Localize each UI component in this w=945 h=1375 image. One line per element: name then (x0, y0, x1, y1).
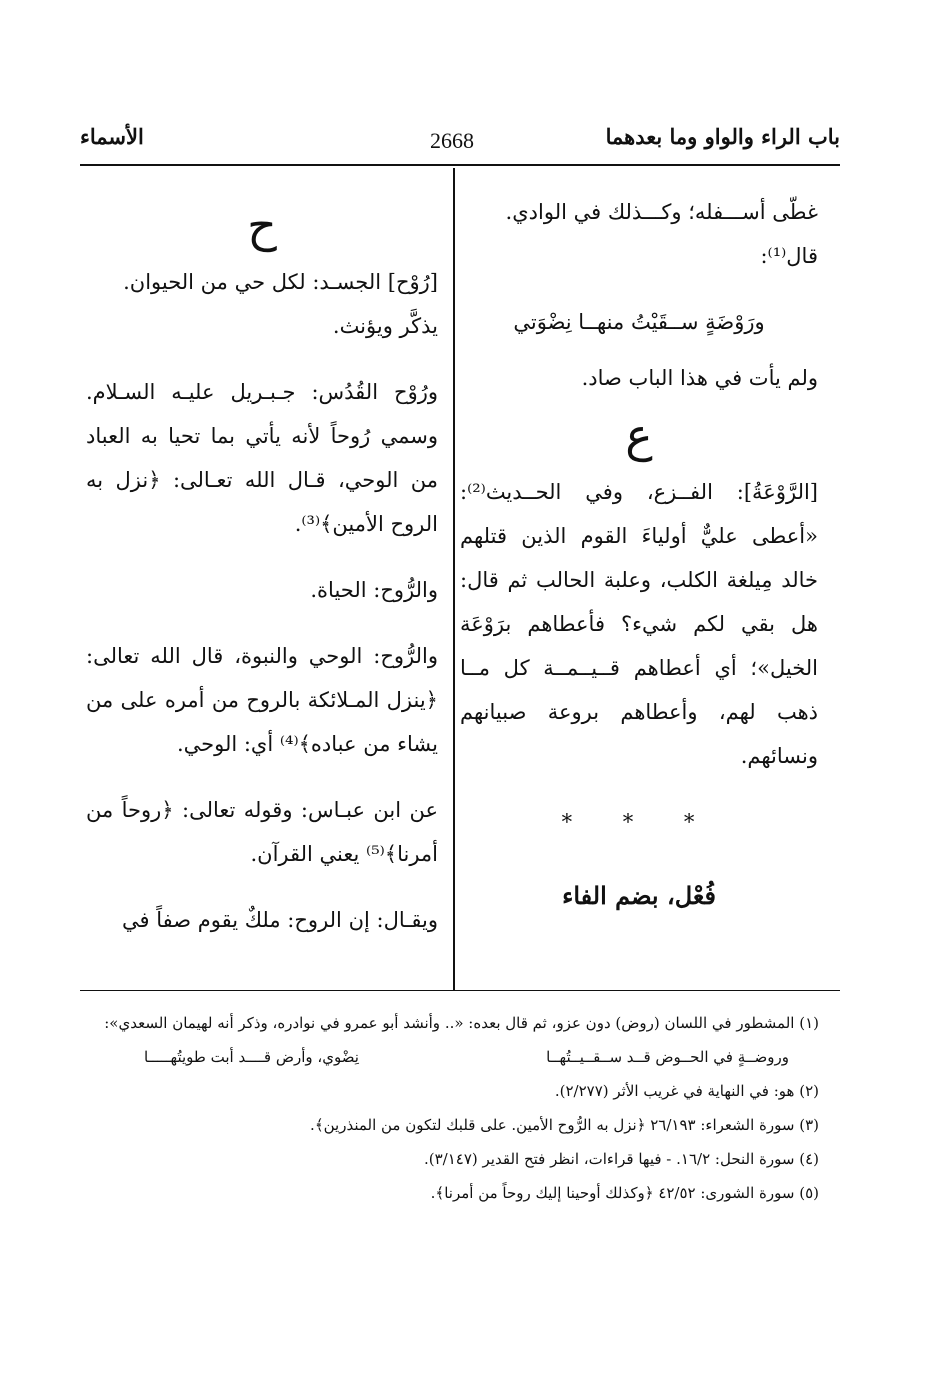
page-header (80, 118, 840, 158)
footnotes (84, 1006, 819, 1210)
section-letter: ح (247, 198, 277, 252)
footnote: (٥) سورة الشورى: ٤٢/٥٢ ﴿وكذلك أوحينا إليك روحاً من أمرنا﴾. (430, 1184, 819, 1202)
footnote-rule (80, 990, 840, 991)
chapter-title: باب الراء والواو وما بعدهما (605, 124, 840, 149)
poem-verse: ورَوْضَةٍ ســقَيْتُ منهــا نِضْوَتي (513, 310, 765, 334)
section-title: الأسماء (80, 124, 144, 149)
right-column (460, 190, 818, 942)
poem-hemistich: نِضْوي، وأرض قــــد أبت طويتُهـــــا (144, 1048, 359, 1066)
header-rule (80, 164, 840, 166)
page-number: 2668 (430, 128, 474, 153)
text-line: غطّى أســـفله؛ وكـــذلك في الوادي. (505, 200, 818, 224)
column-divider (453, 168, 455, 990)
entry-paragraph: يذكَّر ويؤنث. (332, 314, 438, 338)
poem-hemistich: وروضــةٍ في الحــوض قــد ســقــيــتُهــا (546, 1048, 789, 1066)
left-column (86, 190, 438, 942)
text-line: قال⁽¹⁾: (760, 244, 818, 268)
entry-paragraph: عن ابن عبـاس: وقوله تعالى: ﴿روحاً من أمرنا﴾⁽⁵⁾ يعني القرآن. (86, 798, 438, 866)
entry-paragraph: ورُوْح القُدُس: جـبـريل عليـه السـلام. وسمي رُوحاً لأنه يأتي بما تحيا به العباد من الوحي، قـال الله تعـالى: ﴿نزل به الروح الأمين﴾⁽³⁾. (86, 380, 438, 536)
entry-paragraph: ويقـال: إن الروح: ملكٌ يقوم صفاً في (121, 908, 438, 932)
text-line: ولم يأت في هذا الباب صاد. (581, 366, 818, 390)
subheading: فُعْل، بضم الفاء (562, 881, 716, 910)
footnote-poem (84, 1040, 819, 1074)
entry-paragraph: والرُّوح: الحياة. (310, 578, 438, 602)
footnote: (٢) هو: في النهاية في غريب الأثر (٢/٢٧٧). (554, 1082, 819, 1100)
footnote: (١) المشطور في اللسان (روض) دون عزو، ثم قال بعده: «.. وأنشد أبو عمرو في نوادره، وذكر أنه لهيمان السعدي»: (104, 1014, 819, 1032)
entry-paragraph: [الرَّوْعَةُ]: الفــزع، وفي الحــديث⁽²⁾: «أعطى عليٌّ أولياءَ القوم الذين قتلهم خالد مِيلغة الكلب، وعلبة الحالب ثم قال: هل بقي لكم شيء؟ فأعطاهم برَوْعَة الخيل»؛ أي أعطاهم قــيــمــة كل مــا ذهب لهم، وأعطاهم بروعة صبيانهم ونسائهم. (460, 480, 818, 768)
entry-paragraph: والرُّوح: الوحي والنبوة، قال الله تعالى: ﴿ينزل المـلائكة بالروح من أمره على من يشاء من عباده﴾⁽⁴⁾ أي: الوحي. (86, 644, 438, 756)
footnote: (٣) سورة الشعراء: ٢٦/١٩٣ ﴿نزل به الرُّوح الأمين. على قلبك لتكون من المنذرين﴾. (310, 1116, 819, 1134)
entry-paragraph: [رُوْح] الجسـد: لكل حي من الحيوان. (123, 270, 438, 294)
footnote: (٤) سورة النحل: ١٦/٢. - فيها قراءات، انظر فتح القدير (٣/١٤٧). (424, 1150, 819, 1168)
section-letter: ع (625, 408, 653, 462)
section-separator: * * * (561, 810, 717, 834)
